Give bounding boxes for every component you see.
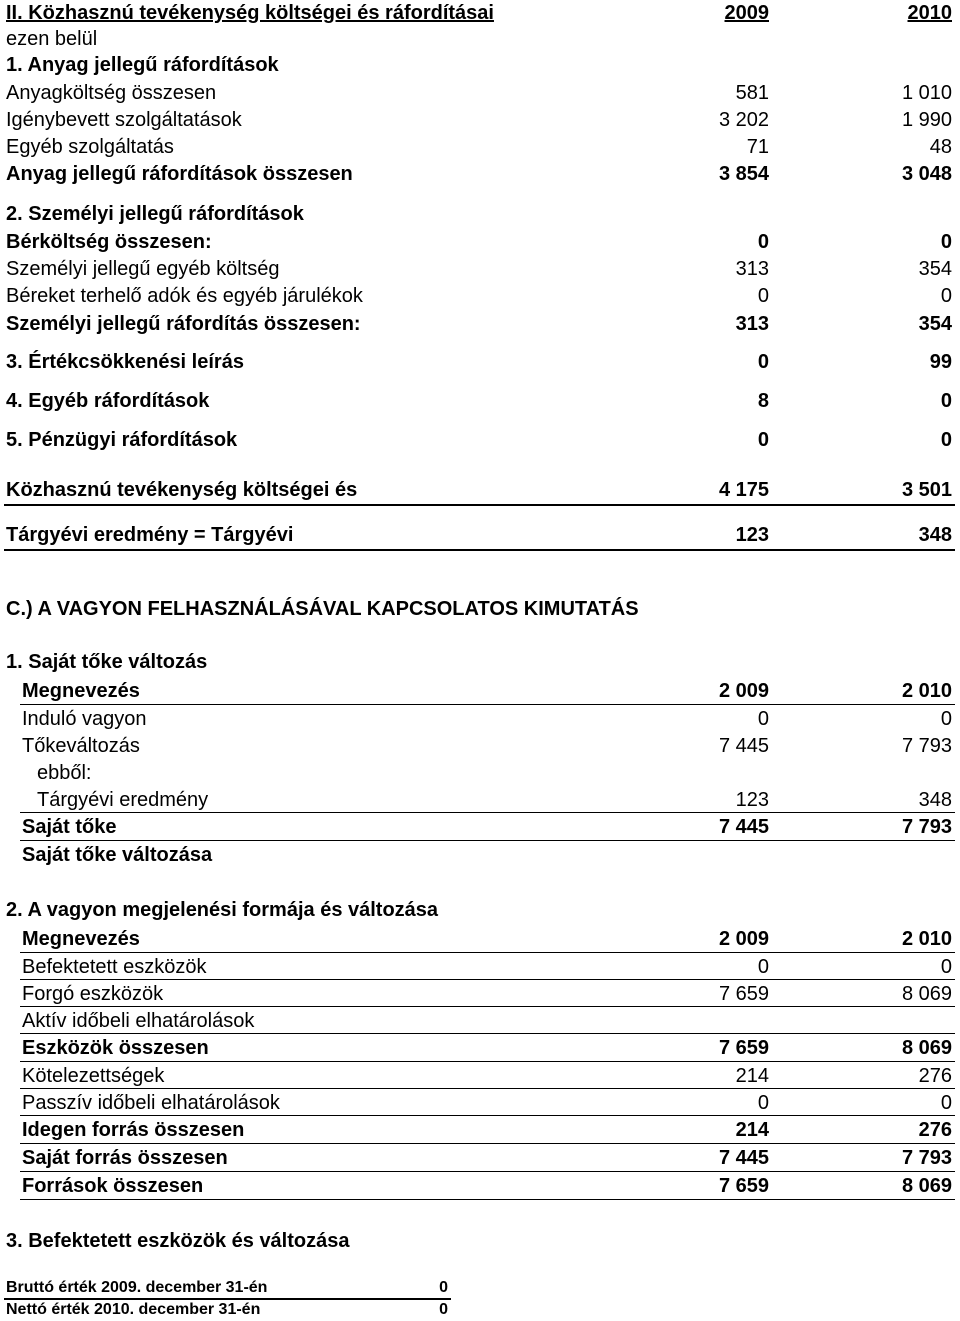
divider bbox=[20, 1006, 955, 1007]
result-row: Tárgyévi eredmény = Tárgyévi 123 348 bbox=[6, 524, 952, 546]
table-row: Egyéb szolgáltatás 71 48 bbox=[6, 136, 952, 158]
table-row: Anyagköltség összesen 581 1 010 bbox=[6, 82, 952, 104]
divider bbox=[4, 504, 955, 506]
table-row: Béreket terhelő adók és egyéb járulékok 0 0 bbox=[6, 285, 952, 307]
divider bbox=[20, 1061, 955, 1062]
section-heading-2: 2. Személyi jellegű ráfordítások bbox=[6, 203, 304, 225]
table-row: Nettó érték 2010. december 31-én 0 bbox=[6, 1301, 448, 1318]
table-row: Passzív időbeli elhatárolások 0 0 bbox=[22, 1092, 952, 1114]
table-row: Bérköltség összesen: 0 0 bbox=[6, 231, 952, 253]
divider bbox=[20, 979, 955, 980]
header-title: II. Közhasznú tevékenység költségei és ráfordításai bbox=[6, 2, 494, 24]
table-row: Befektetett eszközök 0 0 bbox=[22, 956, 952, 978]
table-row: Igénybevett szolgáltatások 3 202 1 990 bbox=[6, 109, 952, 131]
table-row: Személyi jellegű egyéb költség 313 354 bbox=[6, 258, 952, 280]
table-row: Kötelezettségek 214 276 bbox=[22, 1065, 952, 1087]
table-row: 5. Pénzügyi ráfordítások 0 0 bbox=[6, 429, 952, 451]
subheading-row bbox=[0, 26, 960, 52]
table-row: Aktív időbeli elhatárolások bbox=[22, 1010, 255, 1032]
header-year-2010: 2010 bbox=[907, 2, 952, 24]
divider bbox=[20, 952, 955, 953]
divider bbox=[20, 1115, 955, 1116]
subtotal-row: Eszközök összesen 7 659 8 069 bbox=[22, 1037, 952, 1059]
subtotal-row: Saját tőke 7 445 7 793 bbox=[22, 816, 952, 838]
table-row: 3. Értékcsökkenési leírás 0 99 bbox=[6, 351, 952, 373]
table-header-row: Megnevezés 2 009 2 010 bbox=[22, 680, 952, 702]
subtotal-row: Idegen forrás összesen 214 276 bbox=[22, 1119, 952, 1141]
divider bbox=[4, 549, 955, 551]
subsection-title-2: 2. A vagyon megjelenési formája és változása bbox=[6, 899, 439, 921]
table-row: Forgó eszközök 7 659 8 069 bbox=[22, 983, 952, 1005]
table-row: Induló vagyon 0 0 bbox=[22, 708, 952, 730]
divider bbox=[20, 704, 955, 705]
table-row: Saját tőke változása bbox=[22, 844, 213, 866]
header-year-2009: 2009 bbox=[724, 2, 769, 24]
table-header-row: Megnevezés 2 009 2 010 bbox=[22, 928, 952, 950]
divider bbox=[20, 840, 955, 841]
subtotal-row: Személyi jellegű ráfordítás összesen: 313 354 bbox=[6, 313, 952, 335]
total-row: Közhasznú tevékenység költségei és 4 175 3 501 bbox=[6, 479, 952, 501]
header-row bbox=[0, 0, 960, 26]
total-row: Források összesen 7 659 8 069 bbox=[22, 1175, 952, 1197]
subheading: ezen belül bbox=[6, 28, 98, 50]
table-row: Tőkeváltozás 7 445 7 793 bbox=[22, 735, 952, 757]
table-row: Tárgyévi eredmény 123 348 bbox=[37, 789, 952, 811]
subsection-title-1: 1. Saját tőke változás bbox=[6, 651, 208, 673]
divider bbox=[20, 1199, 955, 1200]
subsection-title-3: 3. Befektetett eszközök és változása bbox=[6, 1230, 350, 1252]
table-row: Bruttó érték 2009. december 31-én 0 bbox=[6, 1279, 448, 1296]
subtotal-row: Saját forrás összesen 7 445 7 793 bbox=[22, 1147, 952, 1169]
divider bbox=[20, 1088, 955, 1089]
divider bbox=[20, 812, 955, 813]
divider bbox=[20, 1171, 955, 1172]
section-heading-1: 1. Anyag jellegű ráfordítások bbox=[6, 54, 279, 76]
divider bbox=[20, 1143, 955, 1144]
table-row: ebből: bbox=[37, 762, 92, 784]
table-row: 4. Egyéb ráfordítások 8 0 bbox=[6, 390, 952, 412]
section-c-title: C.) A VAGYON FELHASZNÁLÁSÁVAL KAPCSOLATOS KIMUTATÁS bbox=[6, 598, 639, 620]
divider bbox=[20, 1033, 955, 1034]
subtotal-row: Anyag jellegű ráfordítások összesen 3 854 3 048 bbox=[6, 163, 952, 185]
